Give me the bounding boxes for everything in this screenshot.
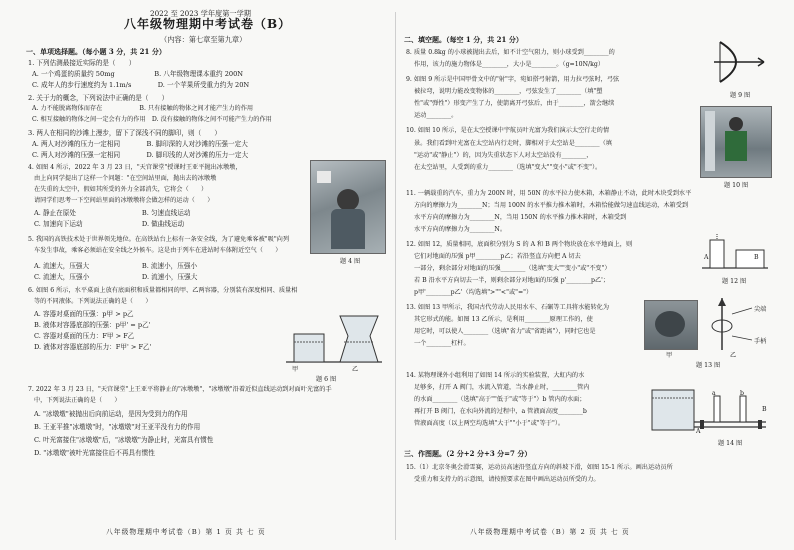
option-text: A. 静止在原处 B. 匀速直线运动 bbox=[34, 209, 191, 217]
figure-13-label-yi: 乙 bbox=[730, 352, 737, 359]
figure-6-label-jia: 甲 bbox=[292, 366, 299, 373]
option-text: A. 两人对沙滩的压力一定相同 B. 脚印深的人对沙滩的压强一定大 bbox=[32, 140, 248, 148]
figure-14-label-valve-b: B bbox=[762, 406, 767, 413]
question-text: 水平方向的摩擦力为________N，当用 150N 的水平推力推木箱时，木箱受到 bbox=[414, 214, 627, 221]
question-text: 其它形式的能。如图 13 乙所示，是利用________原理工作的，使 bbox=[414, 316, 593, 323]
question-text: 等的不同液体。下列说法正确的是（ ） bbox=[34, 298, 152, 305]
question-text: 景。我们看到叶光富在太空站内行走时，脚相对于太空站是________（填 bbox=[414, 140, 612, 147]
question-text: 的水面________（选填"高于""低于"或"等于"）b 管内的水面； bbox=[414, 396, 586, 403]
question-text: 11. 一辆载重的汽车，重力为 200N 时，用 50N 的水平拉力使木箱，木箱静止不动，此时木块受到水平 bbox=[406, 190, 692, 197]
page-footer-right: 八年级物理期中考试卷（B）第 2 页 共 七 页 bbox=[470, 528, 630, 536]
option-text: C. 叶光富接住"冰墩墩"后，"冰墩墩"为静止时，光富具有惯性 bbox=[34, 436, 214, 444]
question-text: 3. 两人在相同的沙滩上漫步，留下了深浅不同的脚印，则（ ） bbox=[28, 129, 222, 137]
option-text: D. 液体对容器底部的压力：F甲' > F乙' bbox=[34, 343, 152, 351]
option-text: C. 加速向下运动 D. 做曲线运动 bbox=[34, 220, 185, 228]
figure-14-label-valve-a: A bbox=[696, 428, 701, 435]
question-text: 作用，该力的施力物体是________，大小是________。（g=10N/kg） bbox=[414, 61, 605, 68]
figure-9-bow-character bbox=[708, 38, 768, 88]
figure-14-label-tube-a: a bbox=[712, 390, 716, 397]
question-text: 它们对地面的压强 p甲________p乙；若沿竖直方向把 A 切去 bbox=[414, 253, 581, 260]
page-divider bbox=[395, 12, 396, 540]
option-text: A. 容器对桌面的压强：p甲 > p乙 bbox=[34, 310, 134, 318]
option-text: A. 力不能脱离物体而存在 B. 只有接触的物体之间才能产生力的作用 bbox=[32, 105, 254, 112]
figure-12-label-b: B bbox=[754, 254, 759, 261]
option-text: C. 两人对沙滩的压强一定相同 D. 脚印浅的人对沙滩的压力一定大 bbox=[32, 151, 249, 159]
left-page bbox=[20, 0, 392, 550]
figure-14-apparatus bbox=[648, 386, 772, 436]
figure-6-caption: 题 6 图 bbox=[316, 376, 337, 383]
question-text: 15.（1）北京冬奥会滑雪赛，运动员高速沿竖直方向的斜坡下滑，如图 15-1 所示。画出运动员所 bbox=[406, 464, 673, 471]
option-text: C. 成年人的步行速度约为 1.1m/s D. 一个苹果所受重力约为 20N bbox=[32, 81, 250, 89]
figure-12-blocks bbox=[700, 232, 770, 272]
figure-12-caption: 题 12 图 bbox=[722, 278, 747, 285]
question-text: 受重力和支持力的示意图，请按照要求在图中画出运动员所受的力。 bbox=[414, 476, 600, 483]
school-year: 2022 至 2023 学年度第一学期 bbox=[150, 9, 251, 18]
option-text: C. 流速大，压强小 D. 流速小，压强大 bbox=[34, 273, 198, 281]
question-text: 一个________杠杆。 bbox=[414, 340, 470, 347]
question-text: 7. 2022 年 3 月 23 日，"天宫课堂"上王亚平将静止的"冰墩墩"，"冰墩墩"沿着近似直线运动到对面叶光富的手 bbox=[28, 386, 332, 393]
question-text: 中，下列说法正确的是（ ） bbox=[34, 397, 121, 404]
question-text: 6. 如图 6 所示，水平桌面上放有底面积和质量都相同的甲、乙两容器，分别装有深度相同、质量相 bbox=[28, 287, 298, 294]
question-text: 性"或"弹性"）形变产生了力，使箭离开弓弦后，由于________，箭会继续 bbox=[414, 100, 615, 107]
question-text: 4. 如图 4 所示，2022 年 3 月 23 日，"天宫课堂"授课时王亚平抛出冰墩墩， bbox=[28, 164, 242, 171]
question-text: 若 B 沿水平方向切去一半，则剩余部分对地面的压强 p'________p乙'； bbox=[414, 277, 610, 284]
question-text: 足够多，打开 A 阀门，水流入管道，当水静止时，________管内 bbox=[414, 384, 590, 391]
question-text: 2. 关于力的概念，下列说法中正确的是（ ） bbox=[28, 94, 169, 102]
figure-14-caption: 题 14 图 bbox=[718, 440, 743, 447]
question-text: 车发生事故，乘客必须站在安全线之外候车。这是由于列车在进站时车体附近空气（ ） bbox=[34, 247, 282, 254]
figure-13-caption: 题 13 图 bbox=[696, 362, 721, 369]
right-page bbox=[400, 0, 778, 550]
section-heading: 二、填空题。（每空 1 分，共 21 分） bbox=[404, 35, 523, 44]
question-text: 在失重的太空中，假如其所受的外力全部消失，它将会（ ） bbox=[34, 186, 208, 193]
option-text: D. "冰墩墩"被叶光富接住后不再具有惯性 bbox=[34, 449, 155, 457]
question-text: 在太空站里，人受到的重力________（选填"变大""变小"或"不变"）。 bbox=[414, 164, 602, 171]
question-text: 水平方向的摩擦力为________N。 bbox=[414, 226, 507, 233]
figure-12-label-a: A bbox=[704, 254, 709, 261]
question-text: 请同学们思考一下空间站里面的冰墩墩将会做怎样的运动（ ） bbox=[34, 197, 214, 204]
figure-13-photo bbox=[644, 300, 698, 350]
figure-14-label-tube-b: b bbox=[740, 390, 744, 397]
question-text: 9. 如图 9 所示是中国甲骨文中的"射"字，宛如搭弓射箭，用力拉弓弦时，弓弦 bbox=[406, 76, 620, 83]
figure-6-label-yi: 乙 bbox=[352, 366, 359, 373]
figure-6-diagram bbox=[282, 306, 386, 368]
question-text: 8. 质量 0.8kg 的小球被抛出去后，如不计空气阻力，则小球受到________的 bbox=[406, 49, 615, 56]
option-text: B. 液体对容器底部的压强：p甲' = p乙' bbox=[34, 321, 151, 329]
question-text: "运动"或"静止"）的，因为失重状态下人对太空站没有________， bbox=[414, 152, 593, 159]
figure-13-label-tip: 尖端 bbox=[754, 306, 767, 313]
option-text: C. 容器对桌面的压力：F甲 > F乙 bbox=[34, 332, 135, 340]
figure-13-label-handle: 手柄 bbox=[754, 338, 767, 345]
question-text: 13. 如图 13 甲所示，我国古代劳动人民用水车、石碾等工具将水能转化为 bbox=[406, 304, 610, 311]
section-heading: 三、作图题。（2 分+2 分+3 分=7 分） bbox=[404, 449, 532, 458]
figure-9-caption: 题 9 图 bbox=[730, 92, 751, 99]
question-text: 运动________。 bbox=[414, 112, 458, 119]
question-text: 方向的摩擦力为________N；当用 100N 的水平推力推木箱时，木箱恰能做匀速直线运动，木箱受到 bbox=[414, 202, 689, 209]
question-text: 一部分，剩余部分对地面的压强________（选填"变大""变小"或"不变"） bbox=[414, 265, 611, 272]
page-footer-left: 八年级物理期中考试卷（B）第 1 页 共 七 页 bbox=[106, 528, 266, 536]
question-text: 10. 如图 10 所示，是在太空授课中宇航员叶光富为我们演示太空行走的情 bbox=[406, 127, 610, 134]
option-text: A. "冰墩墩"被抛出后向前运动，是因为受到力的作用 bbox=[34, 410, 188, 418]
question-text: 管液面高度（以上两空均选填"大于""小于"或"等于"）。 bbox=[414, 420, 565, 427]
figure-10-photo bbox=[700, 106, 772, 178]
section-heading: 一、单项选择题。（每小题 3 分，共 21 分） bbox=[26, 47, 166, 56]
exam-title: 八年级物理期中考试卷（B） bbox=[124, 17, 292, 31]
figure-4-caption: 题 4 图 bbox=[340, 258, 361, 265]
question-text: 1. 下列估测最接近实际的是（ ） bbox=[28, 59, 136, 67]
option-text: B. 王亚平推"冰墩墩"时，"冰墩墩"对王亚平没有力的作用 bbox=[34, 423, 201, 431]
option-text: A. 流速大，压强大 B. 流速小，压强小 bbox=[34, 262, 198, 270]
question-text: 再打开 B 阀门，在水向外流的过程中，a 管液面高度________b bbox=[414, 408, 587, 415]
figure-10-caption: 题 10 图 bbox=[724, 182, 749, 189]
question-text: 由上向同学提出了这样一个问题："在空间站里面，抛出去的冰墩墩 bbox=[34, 175, 217, 182]
question-text: 被拉弯，说明力能改变物体的________，弓弦发生了________（填"塑 bbox=[414, 88, 603, 95]
figure-4-photo bbox=[310, 160, 386, 254]
question-text: 12. 如图 12，质量相同，底面积分别为 S 的 A 和 B 两个物块放在水平地面上，则 bbox=[406, 241, 633, 248]
figure-13-label-jia: 甲 bbox=[666, 352, 673, 359]
question-text: 14. 某物理课外小组利用了如图 14 所示的实验装置，大虹内的水 bbox=[406, 372, 585, 379]
question-text: 用它时，可以使人________（选填"省力"或"省距离"），同时它也是 bbox=[414, 328, 596, 335]
question-text: 5. 我国的高铁技术处于世界领先地位。在高铁站台上标有一条安全线，为了避免乘客被"吸"向列 bbox=[28, 236, 290, 243]
question-text: p甲'________p乙'（均选填">""<"或"="） bbox=[414, 289, 533, 296]
option-text: C. 相互接触的物体之间一定会有力的作用 D. 没有接触的物体之间不可能产生力的作用 bbox=[32, 116, 272, 123]
exam-scope: （内容：第七章至第九章） bbox=[160, 35, 247, 44]
option-text: A. 一个鸡蛋的质量约 50mg B. 八年级物理课本重约 200N bbox=[32, 70, 244, 78]
